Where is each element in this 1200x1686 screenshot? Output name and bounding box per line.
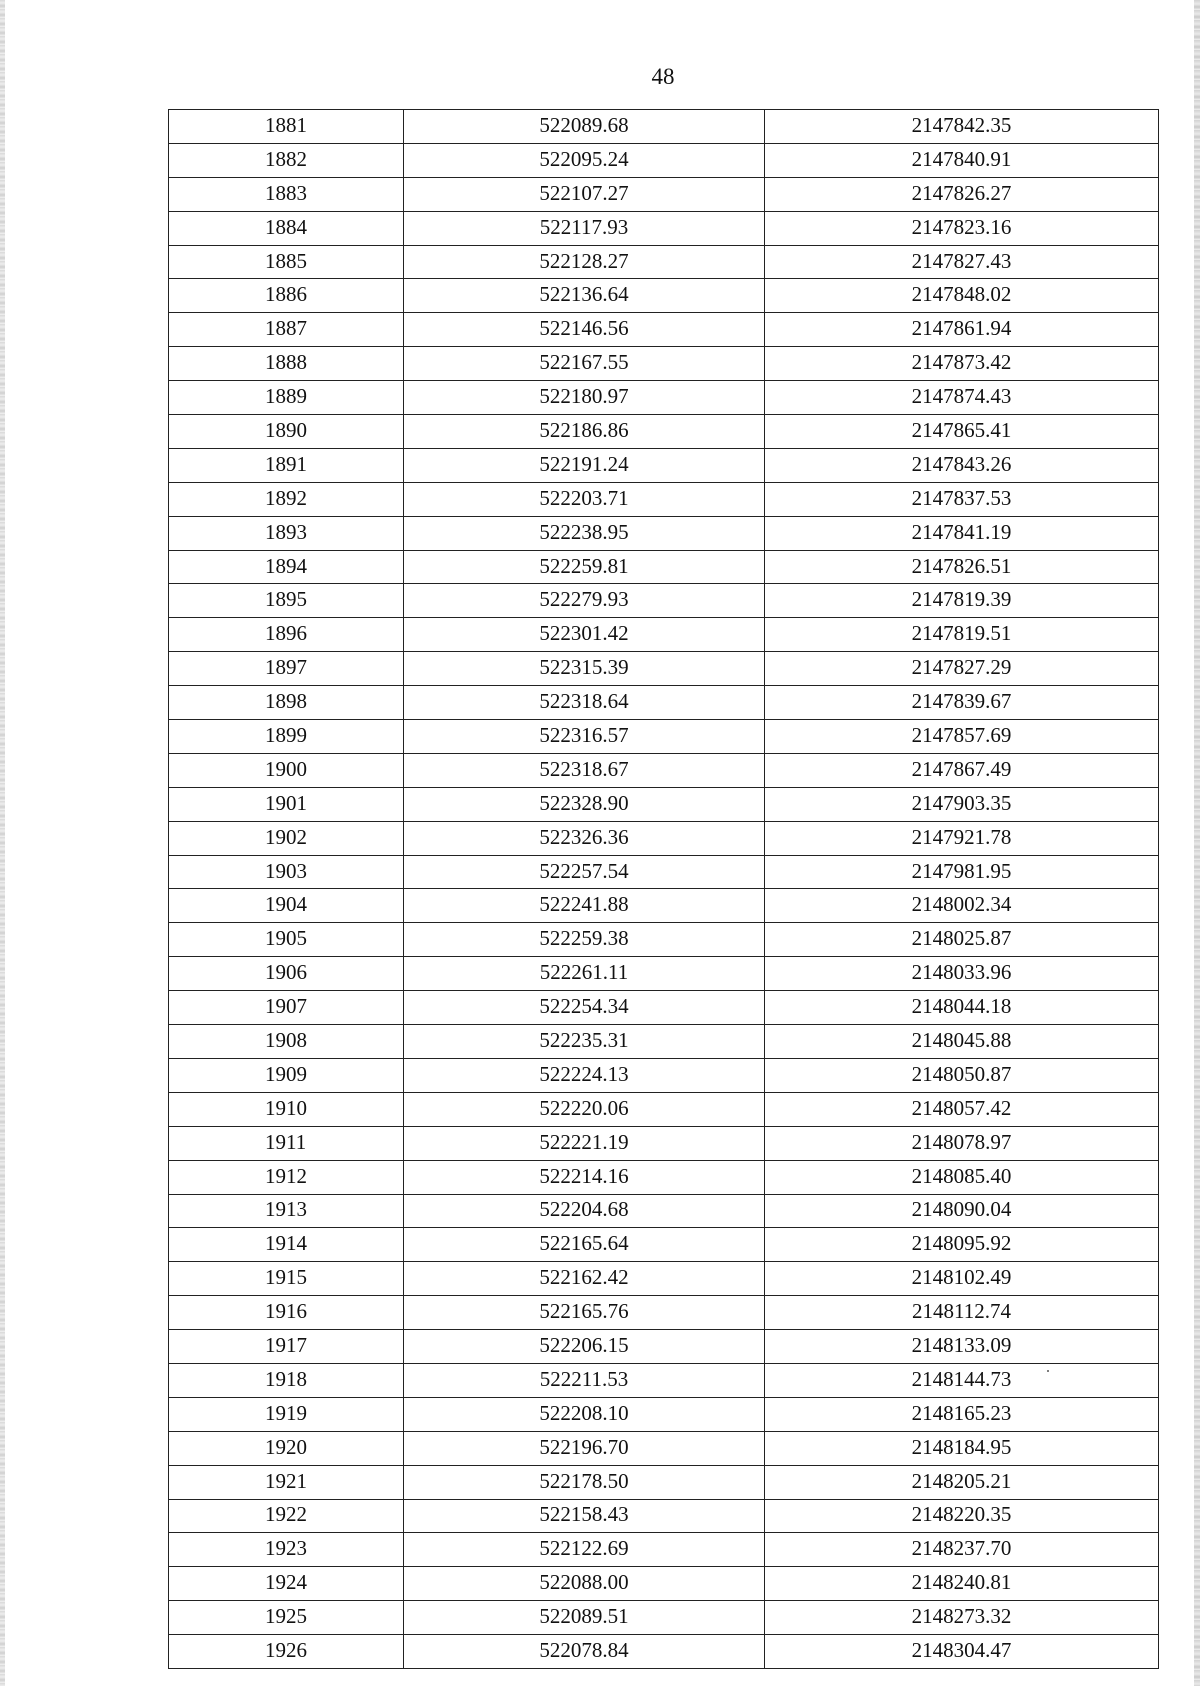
x-coordinate-cell: 522326.36 (404, 821, 765, 855)
point-number-cell: 1889 (169, 381, 404, 415)
table-row (169, 584, 1159, 618)
y-coordinate-cell: 2147981.95 (765, 855, 1159, 889)
table-row (169, 1431, 1159, 1465)
table-row (169, 1160, 1159, 1194)
x-coordinate-cell: 522078.84 (404, 1635, 765, 1669)
point-number-cell: 1892 (169, 482, 404, 516)
y-coordinate-cell: 2147823.16 (765, 211, 1159, 245)
point-number-cell: 1910 (169, 1092, 404, 1126)
y-coordinate-cell: 2148057.42 (765, 1092, 1159, 1126)
x-coordinate-cell: 522146.56 (404, 313, 765, 347)
y-coordinate-cell: 2147903.35 (765, 787, 1159, 821)
table-row (169, 1499, 1159, 1533)
point-number-cell: 1904 (169, 889, 404, 923)
point-number-cell: 1898 (169, 686, 404, 720)
point-number-cell: 1893 (169, 516, 404, 550)
x-coordinate-cell: 522191.24 (404, 448, 765, 482)
x-coordinate-cell: 522211.53 (404, 1363, 765, 1397)
y-coordinate-cell: 2148112.74 (765, 1296, 1159, 1330)
point-number-cell: 1921 (169, 1465, 404, 1499)
point-number-cell: 1922 (169, 1499, 404, 1533)
y-coordinate-cell: 2147857.69 (765, 720, 1159, 754)
scan-edge-right (1194, 0, 1200, 1686)
table-row (169, 482, 1159, 516)
point-number-cell: 1905 (169, 923, 404, 957)
point-number-cell: 1911 (169, 1126, 404, 1160)
point-number-cell: 1896 (169, 618, 404, 652)
y-coordinate-cell: 2147841.19 (765, 516, 1159, 550)
point-number-cell: 1897 (169, 652, 404, 686)
x-coordinate-cell: 522186.86 (404, 415, 765, 449)
table-row (169, 1228, 1159, 1262)
x-coordinate-cell: 522220.06 (404, 1092, 765, 1126)
x-coordinate-cell: 522107.27 (404, 177, 765, 211)
x-coordinate-cell: 522224.13 (404, 1058, 765, 1092)
y-coordinate-cell: 2147827.43 (765, 245, 1159, 279)
x-coordinate-cell: 522165.64 (404, 1228, 765, 1262)
y-coordinate-cell: 2147826.27 (765, 177, 1159, 211)
x-coordinate-cell: 522128.27 (404, 245, 765, 279)
point-number-cell: 1907 (169, 991, 404, 1025)
x-coordinate-cell: 522167.55 (404, 347, 765, 381)
y-coordinate-cell: 2147837.53 (765, 482, 1159, 516)
table-row (169, 1397, 1159, 1431)
y-coordinate-cell: 2148044.18 (765, 991, 1159, 1025)
x-coordinate-cell: 522122.69 (404, 1533, 765, 1567)
table-row (169, 686, 1159, 720)
y-coordinate-cell: 2148085.40 (765, 1160, 1159, 1194)
y-coordinate-cell: 2147861.94 (765, 313, 1159, 347)
table-row (169, 720, 1159, 754)
table-row (169, 1465, 1159, 1499)
point-number-cell: 1906 (169, 957, 404, 991)
x-coordinate-cell: 522206.15 (404, 1330, 765, 1364)
table-row (169, 245, 1159, 279)
y-coordinate-cell: 2148144.73 (765, 1363, 1159, 1397)
table-row (169, 211, 1159, 245)
y-coordinate-cell: 2148078.97 (765, 1126, 1159, 1160)
page-number: 48 (651, 64, 675, 89)
y-coordinate-cell: 2148304.47 (765, 1635, 1159, 1669)
table-row (169, 550, 1159, 584)
table-row (169, 110, 1159, 144)
table-row (169, 1092, 1159, 1126)
point-number-cell: 1901 (169, 787, 404, 821)
y-coordinate-cell: 2147819.39 (765, 584, 1159, 618)
point-number-cell: 1920 (169, 1431, 404, 1465)
y-coordinate-cell: 2148205.21 (765, 1465, 1159, 1499)
point-number-cell: 1891 (169, 448, 404, 482)
y-coordinate-cell: 2148102.49 (765, 1262, 1159, 1296)
y-coordinate-cell: 2147839.67 (765, 686, 1159, 720)
x-coordinate-cell: 522136.64 (404, 279, 765, 313)
table-row (169, 652, 1159, 686)
table-row (169, 313, 1159, 347)
table-row (169, 753, 1159, 787)
x-coordinate-cell: 522259.38 (404, 923, 765, 957)
y-coordinate-cell: 2148133.09 (765, 1330, 1159, 1364)
y-coordinate-cell: 2147848.02 (765, 279, 1159, 313)
x-coordinate-cell: 522235.31 (404, 1025, 765, 1059)
x-coordinate-cell: 522095.24 (404, 143, 765, 177)
point-number-cell: 1925 (169, 1601, 404, 1635)
table-row (169, 1296, 1159, 1330)
point-number-cell: 1882 (169, 143, 404, 177)
y-coordinate-cell: 2148033.96 (765, 957, 1159, 991)
x-coordinate-cell: 522117.93 (404, 211, 765, 245)
table-row (169, 1025, 1159, 1059)
table-row (169, 1194, 1159, 1228)
point-number-cell: 1902 (169, 821, 404, 855)
table-row (169, 415, 1159, 449)
point-number-cell: 1912 (169, 1160, 404, 1194)
x-coordinate-cell: 522261.11 (404, 957, 765, 991)
table-row (169, 889, 1159, 923)
table-row (169, 347, 1159, 381)
point-number-cell: 1881 (169, 110, 404, 144)
point-number-cell: 1885 (169, 245, 404, 279)
point-number-cell: 1917 (169, 1330, 404, 1364)
table-row (169, 1363, 1159, 1397)
table-row (169, 1262, 1159, 1296)
point-number-cell: 1924 (169, 1567, 404, 1601)
point-number-cell: 1918 (169, 1363, 404, 1397)
table-row (169, 1330, 1159, 1364)
x-coordinate-cell: 522088.00 (404, 1567, 765, 1601)
y-coordinate-cell: 2148237.70 (765, 1533, 1159, 1567)
x-coordinate-cell: 522208.10 (404, 1397, 765, 1431)
y-coordinate-cell: 2147819.51 (765, 618, 1159, 652)
table-row (169, 855, 1159, 889)
table-row (169, 177, 1159, 211)
x-coordinate-cell: 522158.43 (404, 1499, 765, 1533)
point-number-cell: 1895 (169, 584, 404, 618)
scan-edge-left (0, 0, 5, 1686)
x-coordinate-cell: 522196.70 (404, 1431, 765, 1465)
point-number-cell: 1900 (169, 753, 404, 787)
y-coordinate-cell: 2148095.92 (765, 1228, 1159, 1262)
y-coordinate-cell: 2148025.87 (765, 923, 1159, 957)
x-coordinate-cell: 522259.81 (404, 550, 765, 584)
y-coordinate-cell: 2147827.29 (765, 652, 1159, 686)
y-coordinate-cell: 2147840.91 (765, 143, 1159, 177)
point-number-cell: 1883 (169, 177, 404, 211)
y-coordinate-cell: 2148184.95 (765, 1431, 1159, 1465)
x-coordinate-cell: 522221.19 (404, 1126, 765, 1160)
point-number-cell: 1914 (169, 1228, 404, 1262)
table-row (169, 957, 1159, 991)
y-coordinate-cell: 2148240.81 (765, 1567, 1159, 1601)
y-coordinate-cell: 2148165.23 (765, 1397, 1159, 1431)
x-coordinate-cell: 522204.68 (404, 1194, 765, 1228)
x-coordinate-cell: 522180.97 (404, 381, 765, 415)
point-number-cell: 1903 (169, 855, 404, 889)
point-number-cell: 1926 (169, 1635, 404, 1669)
y-coordinate-cell: 2148002.34 (765, 889, 1159, 923)
y-coordinate-cell: 2147873.42 (765, 347, 1159, 381)
table-row (169, 279, 1159, 313)
coordinates-table (168, 109, 1159, 1669)
y-coordinate-cell: 2147842.35 (765, 110, 1159, 144)
y-coordinate-cell: 2147874.43 (765, 381, 1159, 415)
table-row (169, 991, 1159, 1025)
x-coordinate-cell: 522257.54 (404, 855, 765, 889)
table-row (169, 1533, 1159, 1567)
x-coordinate-cell: 522178.50 (404, 1465, 765, 1499)
y-coordinate-cell: 2148050.87 (765, 1058, 1159, 1092)
table-row (169, 821, 1159, 855)
y-coordinate-cell: 2148090.04 (765, 1194, 1159, 1228)
point-number-cell: 1887 (169, 313, 404, 347)
point-number-cell: 1888 (169, 347, 404, 381)
y-coordinate-cell: 2147867.49 (765, 753, 1159, 787)
point-number-cell: 1915 (169, 1262, 404, 1296)
point-number-cell: 1894 (169, 550, 404, 584)
x-coordinate-cell: 522241.88 (404, 889, 765, 923)
x-coordinate-cell: 522318.67 (404, 753, 765, 787)
y-coordinate-cell: 2148220.35 (765, 1499, 1159, 1533)
y-coordinate-cell: 2147843.26 (765, 448, 1159, 482)
x-coordinate-cell: 522315.39 (404, 652, 765, 686)
table-row (169, 1126, 1159, 1160)
x-coordinate-cell: 522318.64 (404, 686, 765, 720)
table-row (169, 1567, 1159, 1601)
x-coordinate-cell: 522328.90 (404, 787, 765, 821)
point-number-cell: 1913 (169, 1194, 404, 1228)
table-row (169, 1601, 1159, 1635)
point-number-cell: 1890 (169, 415, 404, 449)
point-number-cell: 1923 (169, 1533, 404, 1567)
point-number-cell: 1899 (169, 720, 404, 754)
point-number-cell: 1919 (169, 1397, 404, 1431)
table-row (169, 1635, 1159, 1669)
point-number-cell: 1908 (169, 1025, 404, 1059)
y-coordinate-cell: 2147921.78 (765, 821, 1159, 855)
table-row (169, 787, 1159, 821)
point-number-cell: 1886 (169, 279, 404, 313)
x-coordinate-cell: 522316.57 (404, 720, 765, 754)
x-coordinate-cell: 522238.95 (404, 516, 765, 550)
y-coordinate-cell: 2147826.51 (765, 550, 1159, 584)
y-coordinate-cell: 2147865.41 (765, 415, 1159, 449)
table-row (169, 1058, 1159, 1092)
point-number-cell: 1909 (169, 1058, 404, 1092)
table-row (169, 381, 1159, 415)
x-coordinate-cell: 522254.34 (404, 991, 765, 1025)
x-coordinate-cell: 522089.68 (404, 110, 765, 144)
x-coordinate-cell: 522203.71 (404, 482, 765, 516)
x-coordinate-cell: 522165.76 (404, 1296, 765, 1330)
x-coordinate-cell: 522214.16 (404, 1160, 765, 1194)
x-coordinate-cell: 522089.51 (404, 1601, 765, 1635)
table-row (169, 923, 1159, 957)
table-row (169, 448, 1159, 482)
point-number-cell: 1884 (169, 211, 404, 245)
scan-speck (1047, 1370, 1049, 1372)
table-row (169, 516, 1159, 550)
coordinates-table-body (169, 110, 1159, 1669)
x-coordinate-cell: 522162.42 (404, 1262, 765, 1296)
x-coordinate-cell: 522279.93 (404, 584, 765, 618)
table-row (169, 618, 1159, 652)
point-number-cell: 1916 (169, 1296, 404, 1330)
table-row (169, 143, 1159, 177)
x-coordinate-cell: 522301.42 (404, 618, 765, 652)
y-coordinate-cell: 2148045.88 (765, 1025, 1159, 1059)
y-coordinate-cell: 2148273.32 (765, 1601, 1159, 1635)
